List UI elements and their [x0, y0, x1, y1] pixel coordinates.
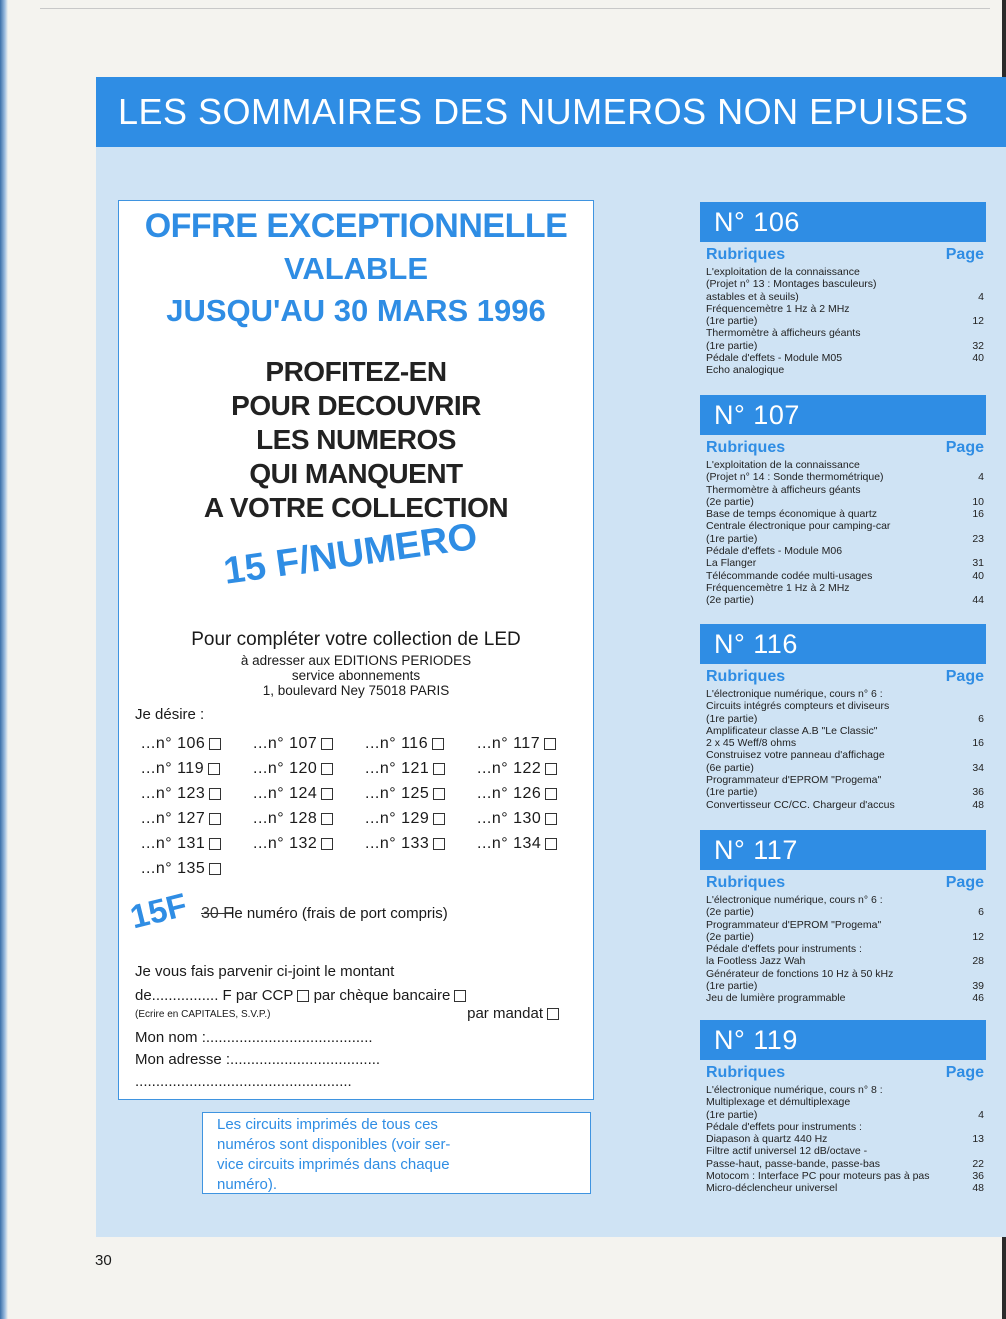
offer-title: OFFRE EXCEPTIONNELLE: [144, 207, 568, 245]
toc-title: Pédale d'effets - Module M05: [706, 352, 843, 365]
toc-entry: [706, 545, 986, 557]
checkbox[interactable]: [433, 788, 445, 800]
toc-title: (2e partie): [706, 906, 754, 919]
issue-option[interactable]: [253, 810, 365, 828]
issue-header: N° 116: [700, 624, 986, 664]
toc-title: Multiplexage et démultiplexage: [706, 1096, 851, 1109]
rubriques-label: Rubriques: [706, 668, 786, 685]
old-price: 30 F: [201, 905, 234, 922]
issue-option[interactable]: [477, 785, 589, 803]
issue-label: ...n° 133: [365, 834, 430, 852]
toc-entry: [706, 992, 986, 1004]
toc-page: 6: [978, 712, 984, 725]
toc-page: 40: [972, 352, 984, 365]
checkbox[interactable]: [321, 838, 333, 850]
toc-entry: [706, 688, 986, 700]
toc-entry: [706, 594, 986, 606]
profitez-line: POUR DECOUVRIR: [231, 390, 481, 421]
toc-entry: [706, 799, 986, 811]
toc-page: 36: [972, 786, 984, 799]
checkbox[interactable]: [433, 763, 445, 775]
toc-title: Construisez votre panneau d'affichage: [706, 749, 885, 762]
address-line: service abonnements: [291, 668, 421, 683]
toc-page: 46: [972, 992, 984, 1005]
toc-entry: [706, 737, 986, 749]
toc-entry: [706, 315, 986, 327]
je-desire-label: Je désire :: [135, 706, 205, 723]
toc-title: Fréquencemètre 1 Hz à 2 MHz: [706, 302, 850, 315]
checkbox[interactable]: [321, 813, 333, 825]
toc-entry: [706, 364, 986, 376]
issue-option[interactable]: [253, 835, 365, 853]
toc-title: Pédale d'effets pour instruments :: [706, 1120, 862, 1133]
issue-option[interactable]: [477, 810, 589, 828]
toc-title: L'exploitation de la connaissance: [706, 459, 860, 471]
toc-page: [984, 700, 986, 712]
toc-title: Motocom : Interface PC pour moteurs pas à pas: [706, 1170, 930, 1183]
toc-title: Programmateur d'EPROM "Progema": [706, 774, 882, 787]
checkbox[interactable]: [209, 788, 221, 800]
issue-label: ...n° 127: [141, 809, 206, 827]
checkbox[interactable]: [209, 813, 221, 825]
toc-page: [984, 1145, 986, 1157]
checklist-row: [141, 831, 591, 856]
offer-valable: VALABLE: [283, 251, 429, 286]
ecrire-note: (Ecrire en CAPITALES, S.V.P.): [135, 1009, 271, 1020]
new-price: 15F: [126, 885, 191, 936]
toc-title: Micro-déclencheur universel: [706, 1182, 838, 1195]
toc-entry: [706, 1084, 986, 1096]
toc-title: L'électronique numérique, cours n° 6 :: [706, 688, 883, 700]
toc-title: Générateur de fonctions 10 Hz à 50 kHz: [706, 967, 894, 980]
issue-label: ...n° 124: [253, 784, 318, 802]
checkbox[interactable]: [433, 838, 445, 850]
checkbox[interactable]: [209, 738, 221, 750]
toc-entry: [706, 340, 986, 352]
payment-line: [135, 987, 466, 1004]
toc-entry: [706, 266, 986, 278]
toc-page: 34: [972, 761, 984, 774]
toc-entry: [706, 1096, 986, 1108]
toc-title: la Footless Jazz Wah: [706, 955, 806, 968]
montant-text: Je vous fais parvenir ci-joint le montant: [135, 963, 395, 980]
checkbox[interactable]: [321, 763, 333, 775]
issue-option[interactable]: [365, 760, 477, 778]
toc-page: 13: [972, 1133, 984, 1146]
issue-117: [700, 830, 986, 1005]
checklist-row: [141, 756, 591, 781]
issue-106: [700, 202, 986, 377]
toc-title: Pédale d'effets - Module M06: [706, 545, 843, 558]
toc-entry: [706, 1170, 986, 1182]
toc-title: (2e partie): [706, 930, 754, 943]
issue-label: ...n° 128: [253, 809, 318, 827]
rubriques-label: Rubriques: [706, 874, 786, 891]
toc-title: (1re partie): [706, 712, 758, 725]
toc-page: 48: [972, 1182, 984, 1195]
toc-title: L'électronique numérique, cours n° 6 :: [706, 894, 883, 906]
toc-entry: [706, 931, 986, 943]
toc-page: [984, 1121, 986, 1133]
toc-title: Passe-haut, passe-bande, passe-bas: [706, 1157, 880, 1170]
toc-entry: [706, 700, 986, 712]
profitez-line: LES NUMEROS: [256, 424, 456, 455]
toc-entry: [706, 520, 986, 532]
checkbox[interactable]: [321, 738, 333, 750]
toc-entry: [706, 1121, 986, 1133]
nom-field[interactable]: Mon nom :........................................: [135, 1029, 373, 1046]
toc-page: 44: [972, 594, 984, 607]
toc-page: 40: [972, 569, 984, 582]
toc-entry: [706, 749, 986, 761]
issue-label: ...n° 132: [253, 834, 318, 852]
issue-option[interactable]: [141, 785, 253, 803]
issue-option[interactable]: [253, 785, 365, 803]
toc-entry: [706, 1109, 986, 1121]
toc-title: Amplificateur classe A.B "Le Classic": [706, 724, 878, 737]
toc-page: [984, 1096, 986, 1108]
toc-entry: [706, 278, 986, 290]
toc-title: Télécommande codée multi-usages: [706, 569, 873, 582]
circuits-line: numéros sont disponibles (voir ser-: [217, 1136, 451, 1153]
issue-label: ...n° 125: [365, 784, 430, 802]
rubriques-header: [700, 435, 986, 459]
toc-page: 4: [978, 471, 984, 484]
issue-header: N° 106: [700, 202, 986, 242]
toc-title: (1re partie): [706, 532, 758, 545]
toc-entry: [706, 508, 986, 520]
toc-entry: [706, 471, 986, 483]
toc-entry: [706, 327, 986, 339]
issue-label: ...n° 106: [141, 734, 206, 752]
toc-title: (2e partie): [706, 594, 754, 607]
issue-label: ...n° 130: [477, 809, 542, 827]
banner-title: LES SOMMAIRES DES NUMEROS NON EPUISES: [96, 77, 1006, 147]
mandat-option: [467, 1005, 559, 1022]
checklist-row: [141, 731, 591, 756]
issue-option[interactable]: [477, 835, 589, 853]
toc-page: 22: [972, 1157, 984, 1170]
toc-entry: [706, 570, 986, 582]
toc-entry: [706, 725, 986, 737]
toc-page: 4: [978, 1108, 984, 1121]
toc: [700, 688, 986, 811]
toc-page: [984, 749, 986, 761]
toc-entry: [706, 303, 986, 315]
adresse-field-line2[interactable]: ....................................................: [135, 1073, 352, 1090]
checklist-row: [141, 781, 591, 806]
ccp-checkbox[interactable]: [297, 990, 309, 1002]
page-label: Page: [945, 1064, 984, 1081]
price-per-issue: 15 F/NUMERO: [221, 515, 480, 593]
toc-title: (Projet n° 14 : Sonde thermométrique): [706, 471, 884, 484]
checkbox[interactable]: [432, 738, 444, 750]
toc-entry: [706, 459, 986, 471]
toc-page: 23: [972, 532, 984, 545]
circuits-line: Les circuits imprimés de tous ces: [217, 1116, 438, 1133]
toc-title: Fréquencemètre 1 Hz à 2 MHz: [706, 581, 850, 594]
rubriques-header: [700, 242, 986, 266]
issue-option[interactable]: [365, 835, 477, 853]
toc-entry: [706, 484, 986, 496]
toc-entry: [706, 919, 986, 931]
toc-page: 12: [972, 315, 984, 328]
rubriques-header: [700, 1060, 986, 1084]
le-numero-text: le numéro (frais de port compris): [231, 905, 448, 922]
toc-entry: [706, 980, 986, 992]
toc: [700, 1084, 986, 1195]
toc: [700, 459, 986, 607]
checkbox[interactable]: [209, 863, 221, 875]
toc: [700, 894, 986, 1005]
profitez-line: QUI MANQUENT: [249, 458, 463, 489]
checkbox[interactable]: [545, 763, 557, 775]
issue-option[interactable]: [477, 735, 589, 753]
toc-title: (1re partie): [706, 315, 758, 328]
toc-page: 39: [972, 980, 984, 993]
issue-label: ...n° 117: [477, 734, 541, 752]
toc-entry: [706, 762, 986, 774]
toc-page: 10: [972, 495, 984, 508]
address-line: à adresser aux EDITIONS PERIODES: [240, 653, 472, 668]
checkbox[interactable]: [545, 838, 557, 850]
pour-completer: Pour compléter votre collection de LED: [191, 629, 521, 650]
issue-option[interactable]: [141, 835, 253, 853]
checkbox[interactable]: [544, 738, 556, 750]
toc-entry: [706, 955, 986, 967]
rubriques-label: Rubriques: [706, 246, 786, 263]
page-label: Page: [945, 668, 984, 685]
toc-page: [984, 582, 986, 594]
toc-page: [984, 278, 986, 290]
toc-entry: [706, 786, 986, 798]
toc-page: 28: [972, 955, 984, 968]
mandat-label: par mandat: [467, 1005, 543, 1022]
issue-label: ...n° 120: [253, 759, 318, 777]
page-label: Page: [945, 246, 984, 263]
circuits-line: numéro).: [217, 1176, 278, 1193]
rubriques-label: Rubriques: [706, 439, 786, 456]
issue-label: ...n° 116: [365, 734, 429, 752]
toc-page: [984, 484, 986, 496]
toc-title: Jeu de lumière programmable: [706, 992, 846, 1005]
page-label: Page: [945, 439, 984, 456]
issue-119: [700, 1020, 986, 1195]
toc-entry: [706, 1133, 986, 1145]
rubriques-label: Rubriques: [706, 1064, 786, 1081]
issue-header: N° 119: [700, 1020, 986, 1060]
issue-option[interactable]: [365, 810, 477, 828]
issue-checklist: [141, 731, 591, 881]
toc-entry: [706, 774, 986, 786]
toc-title: (2e partie): [706, 495, 754, 508]
toc-entry: [706, 968, 986, 980]
issue-option[interactable]: [477, 760, 589, 778]
toc-page: [984, 725, 986, 737]
toc-title: L'électronique numérique, cours n° 8 :: [706, 1084, 883, 1096]
issue-option[interactable]: [141, 810, 253, 828]
toc-entry: [706, 1182, 986, 1194]
issue-label: ...n° 123: [141, 784, 206, 802]
checkbox[interactable]: [209, 838, 221, 850]
issue-label: ...n° 122: [477, 759, 542, 777]
address-line: 1, boulevard Ney 75018 PARIS: [262, 683, 450, 698]
toc-title: Circuits intégrés compteurs et diviseurs: [706, 700, 890, 713]
checklist-row: [141, 806, 591, 831]
toc-entry: [706, 291, 986, 303]
toc-page: 12: [972, 930, 984, 943]
issue-label: ...n° 119: [141, 759, 205, 777]
toc-title: Convertisseur CC/CC. Chargeur d'accus: [706, 798, 895, 811]
profitez-line: PROFITEZ-EN: [265, 356, 447, 387]
issue-option[interactable]: [141, 860, 253, 878]
issue-label: ...n° 126: [477, 784, 542, 802]
issue-116: [700, 624, 986, 811]
toc-page: [984, 364, 986, 376]
toc-page: [984, 327, 986, 339]
toc-page: [984, 303, 986, 315]
profitez-line: A VOTRE COLLECTION: [203, 492, 509, 523]
toc-entry: [706, 533, 986, 545]
page-number: 30: [95, 1252, 112, 1269]
toc-entry: [706, 894, 986, 906]
toc-title: L'exploitation de la connaissance: [706, 266, 860, 278]
toc-page: [984, 688, 986, 700]
checkbox[interactable]: [545, 788, 557, 800]
toc-page: 48: [972, 798, 984, 811]
page-edge: [0, 0, 8, 1319]
issue-label: ...n° 131: [141, 834, 206, 852]
toc-entry: [706, 352, 986, 364]
toc-title: Diapason à quartz 440 Hz: [706, 1133, 828, 1146]
toc-title: Programmateur d'EPROM "Progema": [706, 918, 882, 931]
issue-header: N° 117: [700, 830, 986, 870]
toc-title: Base de temps économique à quartz: [706, 508, 878, 521]
cheque-label: par chèque bancaire: [313, 987, 451, 1004]
toc-title: (1re partie): [706, 786, 758, 799]
toc-page: 36: [972, 1170, 984, 1183]
toc-title: Centrale électronique pour camping-car: [706, 520, 891, 533]
issue-label: ...n° 107: [253, 734, 318, 752]
circuits-line: vice circuits imprimés dans chaque: [217, 1156, 450, 1173]
toc-title: La Flanger: [706, 557, 757, 570]
circuits-note: [202, 1112, 591, 1194]
cheque-checkbox[interactable]: [454, 990, 466, 1002]
toc-title: Thermomètre à afficheurs géants: [706, 483, 861, 496]
issue-option[interactable]: [141, 735, 253, 753]
montant-field[interactable]: de................ F par CCP: [135, 987, 294, 1004]
rubriques-header: [700, 664, 986, 688]
toc-title: astables et à seuils): [706, 290, 799, 303]
checkbox[interactable]: [321, 788, 333, 800]
issue-option[interactable]: [365, 735, 477, 753]
checklist-row: [141, 856, 591, 881]
issue-option[interactable]: [141, 760, 253, 778]
offer-box: [118, 200, 594, 1100]
toc-title: Filtre actif universel 12 dB/octave -: [706, 1145, 868, 1158]
toc-title: Thermomètre à afficheurs géants: [706, 327, 861, 340]
toc-title: (Projet n° 13 : Montages basculeurs): [706, 278, 877, 291]
toc-page: 16: [972, 737, 984, 750]
page-label: Page: [945, 874, 984, 891]
issue-option[interactable]: [253, 735, 365, 753]
toc-page: 4: [978, 290, 984, 303]
issue-option[interactable]: [365, 785, 477, 803]
toc-entry: [706, 906, 986, 918]
toc-title: (1re partie): [706, 339, 758, 352]
toc-page: 6: [978, 906, 984, 919]
toc-entry: [706, 582, 986, 594]
toc-entry: [706, 1158, 986, 1170]
toc-title: (1re partie): [706, 980, 758, 993]
top-rule: [40, 8, 990, 9]
toc-page: [984, 774, 986, 786]
issue-107: [700, 395, 986, 607]
issue-label: ...n° 129: [365, 809, 430, 827]
mandat-checkbox[interactable]: [547, 1008, 559, 1020]
toc-entry: [706, 557, 986, 569]
toc-page: 31: [972, 557, 984, 570]
toc-page: [984, 520, 986, 532]
toc: [700, 266, 986, 377]
toc-page: [984, 919, 986, 931]
toc-title: Echo analogique: [706, 364, 785, 377]
issue-header: N° 107: [700, 395, 986, 435]
toc-title: 2 x 45 Weff/8 ohms: [706, 737, 797, 750]
toc-entry: [706, 1145, 986, 1157]
issue-label: ...n° 135: [141, 859, 206, 877]
toc-entry: [706, 713, 986, 725]
issue-label: ...n° 134: [477, 834, 542, 852]
toc-page: [984, 1084, 986, 1096]
toc-entry: [706, 496, 986, 508]
rubriques-header: [700, 870, 986, 894]
toc-page: [984, 459, 986, 471]
checkbox[interactable]: [208, 763, 220, 775]
adresse-field[interactable]: Mon adresse :....................................: [135, 1051, 381, 1068]
issue-option[interactable]: [253, 760, 365, 778]
toc-title: (1re partie): [706, 1108, 758, 1121]
toc-page: [984, 943, 986, 955]
offer-date: JUSQU'AU 30 MARS 1996: [166, 293, 546, 328]
toc-entry: [706, 943, 986, 955]
toc-page: [984, 545, 986, 557]
toc-title: Pédale d'effets pour instruments :: [706, 943, 862, 956]
toc-title: (6e partie): [706, 761, 754, 774]
checkbox[interactable]: [433, 813, 445, 825]
toc-page: [984, 968, 986, 980]
toc-page: 16: [972, 508, 984, 521]
toc-page: [984, 266, 986, 278]
issue-label: ...n° 121: [365, 759, 430, 777]
checkbox[interactable]: [545, 813, 557, 825]
toc-page: [984, 894, 986, 906]
toc-page: 32: [972, 339, 984, 352]
